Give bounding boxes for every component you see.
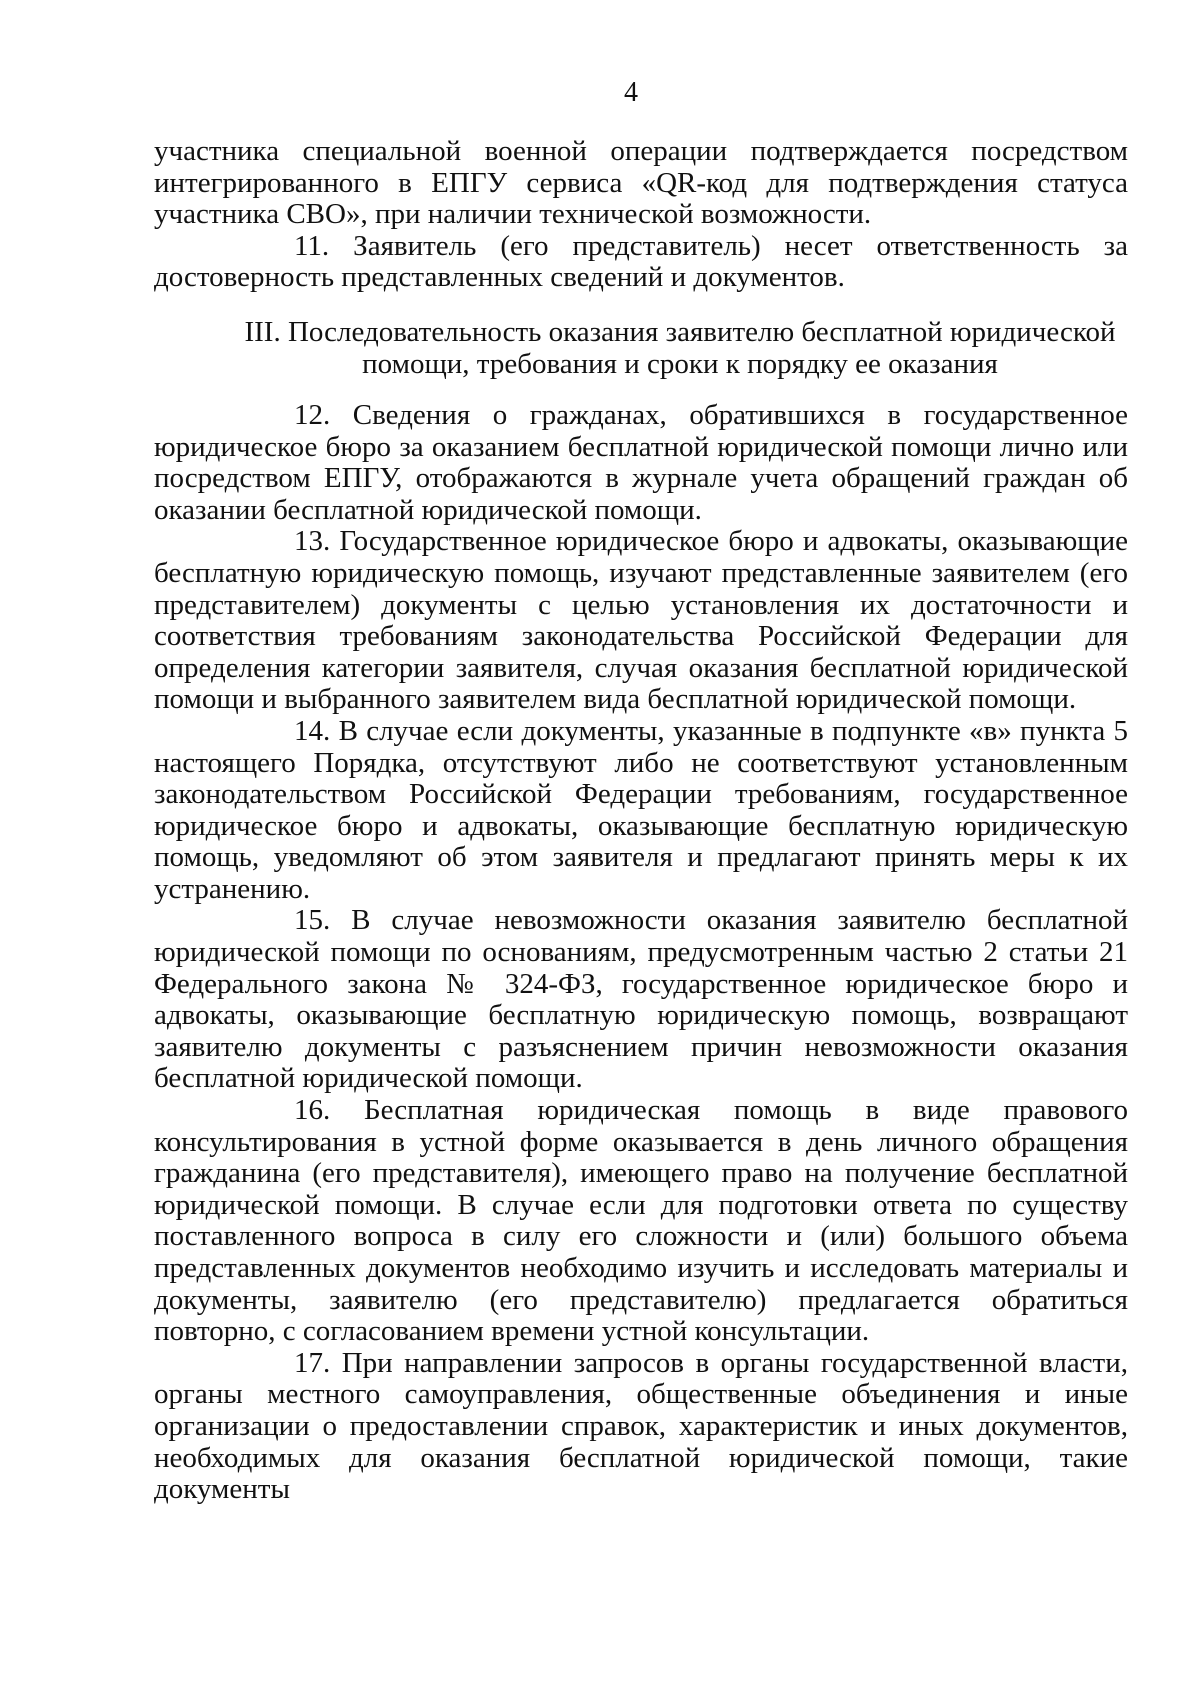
paragraph-12-number: 12. — [294, 398, 331, 431]
paragraph-11 — [154, 231, 1128, 294]
paragraph-continuation: участника специальной военной операции подтверждается посредством интегрированного в ЕПГУ сервиса «QR-код для подтверждения статуса участника СВО», при наличии технической возможности. — [154, 135, 1128, 231]
paragraph-14-text: В случае если документы, указанные в подпункте «в» пункта 5 настоящего Порядка, отсутствуют либо не соответствуют установленным законодательством Российской Федерации требованиям, государственное юридическое бюро и адвокаты, оказывающие бесплатную юридическую помощь, уведомляют об этом заявителя и предлагают принять меры к их устранению. — [154, 714, 1128, 905]
paragraph-16-number: 16. — [294, 1094, 331, 1127]
paragraph-13 — [154, 526, 1128, 716]
paragraph-11-number: 11. — [294, 229, 330, 262]
paragraph-17-number: 17. — [294, 1346, 331, 1379]
paragraph-17-text: При направлении запросов в органы государственной власти, органы местного самоуправления, общественные объединения и иные организации о предоставлении справок, характеристик и иных документов, необходимых для оказания бесплатной юридической помощи, такие документы — [154, 1346, 1128, 1506]
section-heading — [154, 316, 1128, 380]
paragraph-12 — [154, 400, 1128, 526]
paragraph-13-number: 13. — [294, 525, 331, 558]
paragraph-15-number: 15. — [294, 904, 331, 937]
paragraph-14 — [154, 716, 1128, 906]
paragraph-13-text: Государственное юридическое бюро и адвокаты, оказывающие бесплатную юридическую помощь, изучают представленные заявителем (его представителем) документы с целью установления их достаточности и соответствия требованиям законодательства Российской Федерации для определения категории заявителя, случая оказания бесплатной юридической помощи и выбранного заявителем вида бесплатной юридической помощи. — [154, 525, 1129, 716]
document-body — [154, 136, 1128, 1506]
paragraph-11-text: Заявитель (его представитель) несет ответственность за достоверность представленных сведений и документов. — [154, 229, 1129, 294]
section-heading-line-2: помощи, требования и сроки к порядку ее оказания — [362, 347, 998, 380]
section-heading-line-1: III. Последовательность оказания заявителю бесплатной юридической — [244, 315, 1116, 348]
paragraph-15-text: В случае невозможности оказания заявителю бесплатной юридической помощи по основаниям, предусмотренным частью 2 статьи 21 Федерального закона № 324-ФЗ, государственное юридическое бюро и адвокаты, оказывающие бесплатную юридическую помощь, возвращают заявителю документы с разъяснением причин невозможности оказания бесплатной юридической помощи. — [154, 904, 1129, 1095]
paragraph-12-text: Сведения о гражданах, обратившихся в государственное юридическое бюро за оказанием бесплатной юридической помощи лично или посредством ЕПГУ, отображаются в журнале учета обращений граждан об оказании бесплатной юридической помощи. — [154, 398, 1129, 526]
paragraph-16 — [154, 1095, 1128, 1348]
page-number: 4 — [624, 77, 638, 108]
paragraph-14-number: 14. — [294, 714, 331, 747]
paragraph-15 — [154, 905, 1128, 1095]
paragraph-17 — [154, 1348, 1128, 1506]
paragraph-16-text: Бесплатная юридическая помощь в виде правового консультирования в устной форме оказывается в день личного обращения гражданина (его представителя), имеющего право на получение бесплатной юридической помощи. В случае если для подготовки ответа по существу поставленного вопроса в силу его сложности и (или) большого объема представленных документов необходимо изучить и исследовать материалы и документы, заявителю (его представителю) предлагается обратиться повторно, с согласованием времени устной консультации. — [154, 1094, 1128, 1348]
